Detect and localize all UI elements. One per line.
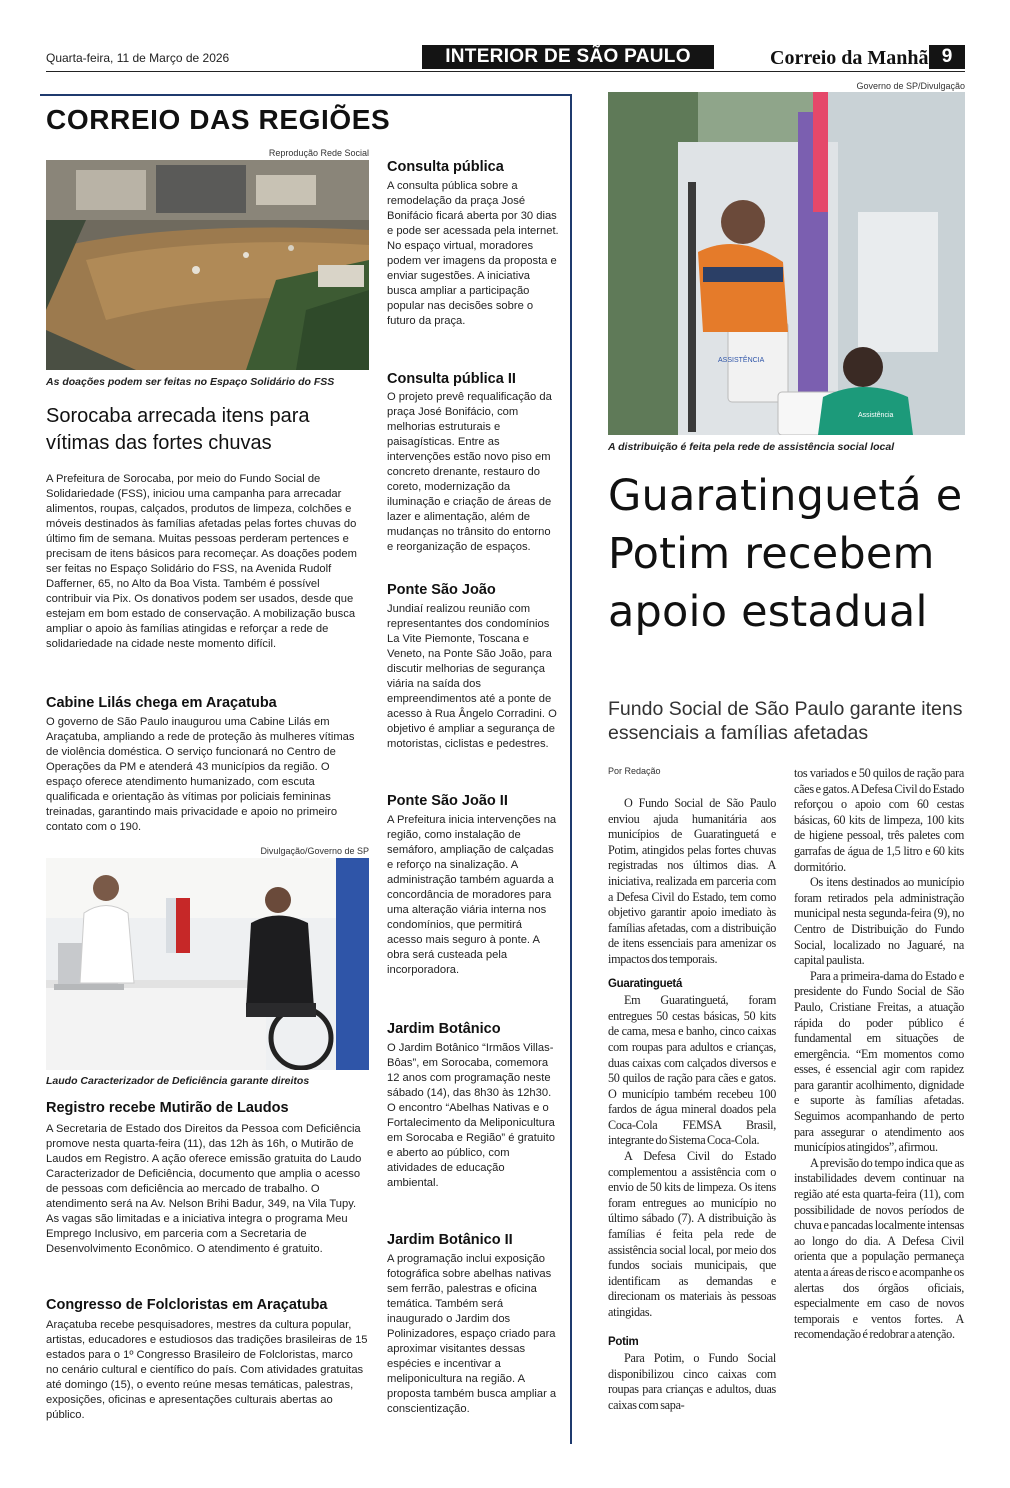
photo-caption: As doações podem ser feitas no Espaço Solidário do FSS — [46, 376, 335, 388]
article-paragraph: tos variados e 50 quilos de ração para cães e gatos. A Defesa Civil do Estado reforçou o apoio com 60 cestas básicas, 60 kits de limpeza, 100 kits de higiene pessoal, três paletes com garrafas de água de 1,5 litro e 60 kits dormitório. — [794, 766, 964, 874]
registro-body: A Secretaria de Estado dos Direitos da Pessoa com Deficiência promove nesta quarta-feira (11), das 12h às 16h, o Mutirão de Laudos em Registro. A ação oferece emissão gratuita do Laudo Caracterizador de Deficiência, documento que amplia o acesso de pessoas com deficiência ao mercado de trabalho. O atendimento será na Av. Nelson Brihi Badur, 349, na Vila Tupy. As vagas são limitadas e a iniciativa integra o programa Meu Emprego Inclusivo, em parceria com a Secretaria de Desenvolvimento Econômico. O atendimento é gratuito. — [46, 1123, 362, 1255]
brief-title: Consulta pública II — [387, 371, 516, 387]
brief-title: Jardim Botânico II — [387, 1232, 513, 1248]
brief-body: O projeto prevê requalificação da praça José Bonifácio, com melhorias estruturais e paisagísticas. Entre as intervenções estão novo piso em concreto drenante, restauro do coreto, modernização da iluminação e criação de áreas de lazer e alimentação, além de mudanças no trânsito do entorno e reorganização de espaços. — [387, 391, 552, 553]
brief-title: Jardim Botânico — [387, 1021, 501, 1037]
brief-body: O Jardim Botânico “Irmãos Villas-Bôas”, em Sorocaba, comemora 12 anos com programação neste sábado (14), das 8h30 às 12h30. O encontro “Abelhas Nativas e o Fortalecimento da Meliponicultura em Sorocaba e Região” é gratuito e aberto ao público, com atividades de educação ambiental. — [387, 1042, 555, 1189]
article-paragraph: Os itens destinados ao município foram retirados pela administração municipal nesta segunda-feira (9), no Centro de Distribuição do Fundo Social, localizado no Jaguaré, na capital paulista. — [794, 875, 964, 968]
article-paragraph: Para a primeira-dama do Estado e presidente do Fundo Social de São Paulo, Cristiane Freitas, a atuação rápida do poder público é fundamental em situações de emergência. “Em momentos como esses, é essencial agir com rapidez para garantir acolhimento, dignidade e suporte às famílias afetadas. Seguimos acompanhando de perto para assegurar o atendimento aos municípios atingidos”, afirmou. — [794, 968, 964, 1155]
article-paragraph: Em Guaratinguetá, foram entregues 50 cestas básicas, 50 kits de cama, mesa e banho, cinco caixas com roupas para adultos e crianças, duas caixas com calçados diversos e 50 quilos de ração para cães e gatos. O município também recebeu 100 fardos de água mineral doados pela Coca-Cola FEMSA Brasil, integrante do Sistema Coca-Cola. — [608, 993, 776, 1148]
article-paragraph: A Defesa Civil do Estado complementou a assistência com o envio de 50 kits de limpeza. Os itens foram entregues ao município no último sábado (7). A distribuição às famílias é feita pela rede de assistência social local, por meio dos fundos sociais municipais, que identificam as demandas e direcionam os materiais às pessoas atingidas. — [608, 1149, 776, 1319]
photo-caption: A distribuição é feita pela rede de assistência social local — [608, 441, 895, 453]
brief-title: Ponte São João — [387, 582, 496, 598]
article-paragraph: Para Potim, o Fundo Social disponibilizou cinco caixas com roupas para crianças e adultos, duas caixas com sapa- — [608, 1351, 776, 1412]
brief-title: Consulta pública — [387, 159, 504, 175]
article-paragraph: O Fundo Social de São Paulo enviou ajuda humanitária aos municípios de Guaratinguetá e Potim, atingidos pelas fortes chuvas registradas nos últimos dias. A iniciativa, realizada em parceria com a Defesa Civil do Estado, tem como objetivo garantir apoio imediato às famílias afetadas, com a distribuição de itens essenciais para amenizar os impactos dos temporais. — [608, 796, 776, 966]
main-headline: Guaratinguetá e Potim recebem apoio estadual — [608, 471, 963, 637]
folclore-headline: Congresso de Folcloristas em Araçatuba — [46, 1297, 328, 1313]
photo-caption: Laudo Caracterizador de Deficiência garante direitos — [46, 1075, 310, 1087]
newspaper-logo: Correio da Manhã — [770, 47, 929, 69]
folclore-body: Araçatuba recebe pesquisadores, mestres da cultura popular, artistas, educadores e estudiosos das tradições brasileiras de 15 estados para o 1º Congresso Brasileiro de Folcloristas, marco no cenário cultural e científico do país. Com atividades gratuitas até domingo (15), o evento reúne mesas temáticas, palestras, exposições, oficinas e apresentações culturais abertas ao público. — [46, 1319, 368, 1421]
brief-body: Jundiaí realizou reunião com representantes dos condomínios La Vite Piemonte, Toscana e Veneto, na Ponte São João, para discutir melhorias de segurança viária na saída dos empreendimentos até a ponte de acesso à Rua Ângelo Corradini. O objetivo é ampliar a segurança de motoristas, ciclistas e pedestres. — [387, 603, 557, 750]
photo-credit: Reprodução Rede Social — [268, 148, 369, 158]
article-subhead: Potim — [608, 1335, 639, 1348]
distribution-photo — [608, 92, 965, 435]
page-number: 9 — [929, 45, 965, 69]
regions-title: CORREIO DAS REGIÕES — [46, 104, 391, 135]
brief-body: A consulta pública sobre a remodelação da praça José Bonifácio ficará aberta por 30 dias e pode ser acessada pela internet. No espaço virtual, moradores podem ver imagens da proposta e enviar sugestões. A iniciativa busca ampliar a participação popular nas decisões sobre o futuro da praça. — [387, 180, 559, 327]
article-paragraph: A previsão do tempo indica que as instabilidades devem continuar na região até esta quarta-feira (11), com possibilidade de novos períodos de chuva e pancadas localmente intensas ao longo do dia. A Defesa Civil orienta que a população permaneça atenta a áreas de risco e acompanhe os alertas dos órgãos oficiais, especialmente em caso de novos temporais e ventos fortes. A recomendação é redobrar a atenção. — [794, 1155, 964, 1342]
section-banner: INTERIOR DE SÃO PAULO — [422, 45, 714, 69]
main-column-1 — [608, 796, 776, 1414]
lead-headline: Sorocaba arrecada itens para vítimas das fortes chuvas — [46, 405, 310, 454]
byline: Por Redação — [608, 766, 661, 776]
cabine-headline: Cabine Lilás chega em Araçatuba — [46, 695, 277, 711]
lead-body: A Prefeitura de Sorocaba, por meio do Fundo Social de Solidariedade (FSS), iniciou uma campanha para arrecadar alimentos, roupas, calçados, produtos de limpeza, colchões e móveis destinados às famílias afetadas pelas fortes chuvas do último fim de semana. Muitas pessoas perderam pertences e precisam de itens básicos para recomeçar. As doações podem ser feitas no Espaço Solidário do FSS, na Avenida Rudolf Dafferner, 65, no Alto da Boa Vista. Também é possível contribuir via Pix. Os donativos podem ser usados, desde que estejam em bom estado de conservação. A mobilização busca ampliar o apoio às famílias atingidas e reforçar a rede de solidariedade na cidade neste momento difícil. — [46, 473, 357, 650]
vest-label: Assistência — [858, 412, 894, 419]
brief-body: A programação inclui exposição fotográfica sobre abelhas nativas sem ferrão, palestras e oficina temática. Também será inaugurado o Jardim dos Polinizadores, espaço criado para aproximar visitantes dessas espécies e incentivar a meliponicultura na região. A proposta também busca ampliar a conscientização. — [387, 1253, 557, 1415]
article-subhead: Guaratinguetá — [608, 977, 683, 990]
registro-headline: Registro recebe Mutirão de Laudos — [46, 1100, 289, 1116]
header-rule — [46, 71, 965, 72]
main-subheadline: Fundo Social de São Paulo garante itens essenciais a famílias afetadas — [608, 698, 963, 744]
header-date: Quarta-feira, 11 de Março de 2026 — [46, 51, 230, 65]
flood-photo — [46, 160, 369, 370]
bucket-label: ASSISTÊNCIA — [718, 357, 765, 364]
photo-credit: Governo de SP/Divulgação — [856, 81, 965, 91]
cabine-body: O governo de São Paulo inaugurou uma Cabine Lilás em Araçatuba, ampliando a rede de proteção às mulheres vítimas de violência doméstica. O serviço funcionará no Centro de Operações da PM e atenderá 43 municípios da região. O espaço oferece atendimento humanizado, com escuta qualificada e orientação às vítimas por policiais femininas treinadas, garantindo mais privacidade e apoio no primeiro contato com o 190. — [46, 716, 355, 833]
brief-title: Ponte São João II — [387, 793, 508, 809]
photo-credit: Divulgação/Governo de SP — [260, 846, 369, 856]
main-column-2 — [794, 766, 964, 1343]
laudo-photo — [46, 858, 369, 1070]
brief-body: A Prefeitura inicia intervenções na região, como instalação de semáforo, ampliação de calçadas e reforço na sinalização. A administração também aguarda a concordância de moradores para uma alteração viária interna nos condomínios, que permitirá acesso mais seguro à ponte. A obra será custeada pela incorporadora. — [387, 814, 557, 976]
